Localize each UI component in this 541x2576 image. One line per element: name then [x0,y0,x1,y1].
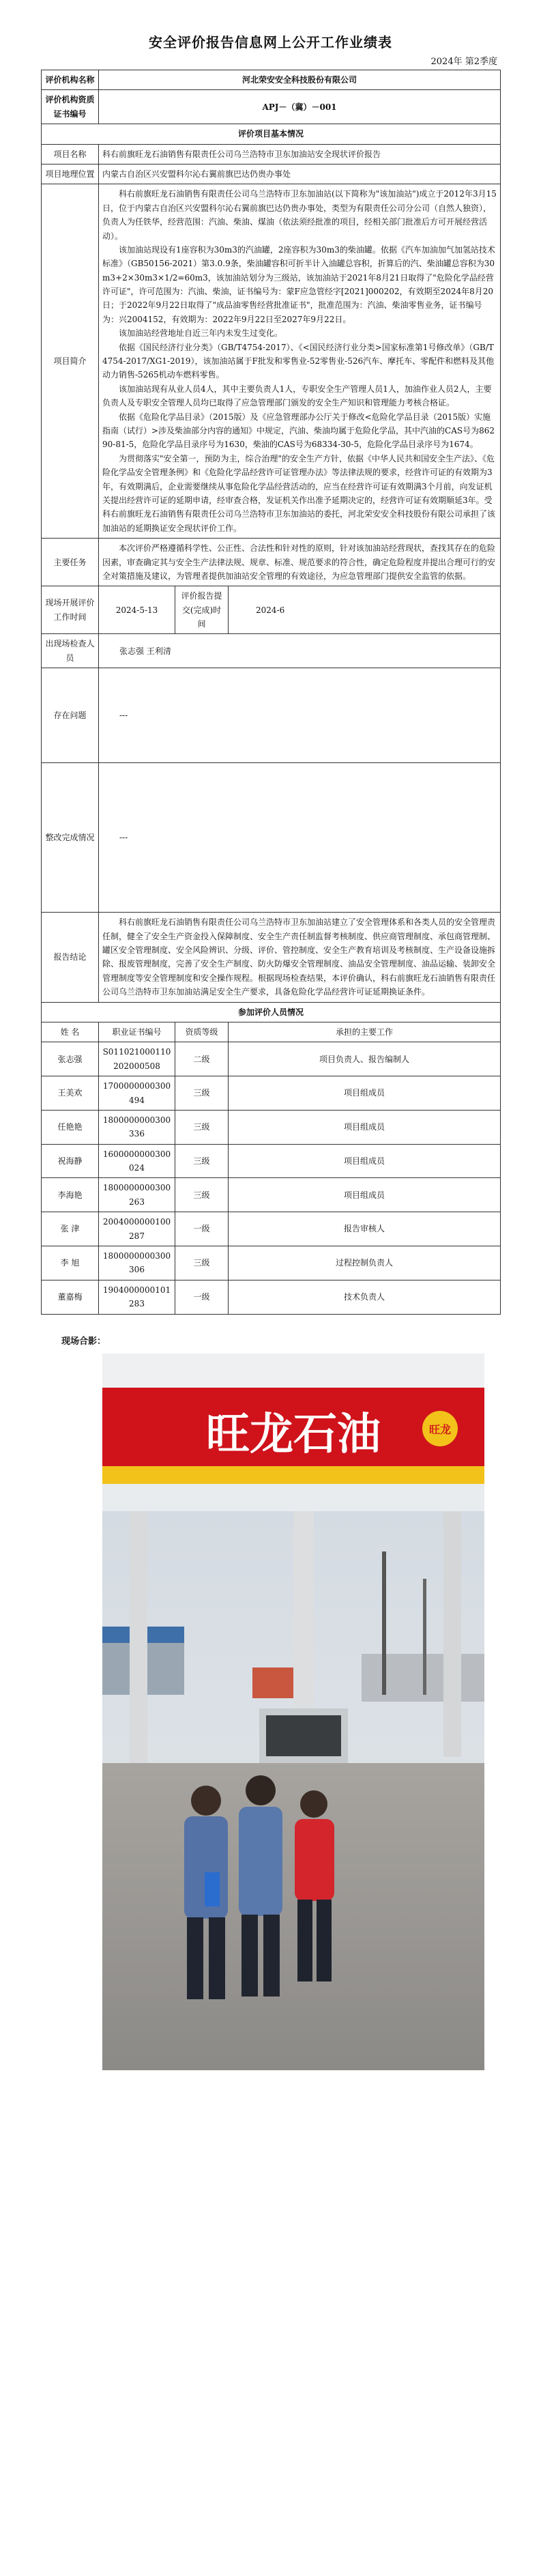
site-photo-illustration [102,1354,484,2070]
participant-level: 二级 [175,1042,229,1076]
participant-level: 一级 [175,1280,229,1314]
participant-name: 祝海静 [42,1144,99,1178]
intro-paragraph: 该加油站经营地址自近三年内未发生过变化。 [119,328,283,339]
canopy-sign-text: 旺龙石油 [206,1409,381,1460]
project-name-row [42,144,501,164]
project-name-label: 项目名称 [42,144,99,164]
intro-paragraph: 该加油站现有从业人员4人，其中主要负责人1人，专职安全生产管理人员1人，加油作业人员2人，主要负责人及专职安全管理人员均已取得了应急管理部门颁发的安全生产知识和管理能力考核合格证。 [102,384,492,408]
participant-level: 三级 [175,1110,229,1144]
canopy-logo-text: 旺龙 [428,1422,452,1436]
page-title: 安全评价报告信息网上公开工作业绩表 [149,34,392,51]
participant-name: 李 旭 [42,1246,99,1280]
site-photo-title: 现场合影： [61,1336,106,1347]
participant-work: 项目组成员 [229,1076,501,1111]
agency-cert-value: APJ－（冀）－001 [99,90,501,124]
intro-paragraph: 科右前旗旺龙石油销售有限责任公司乌兰浩特市卫东加油站(以下简称为"该加油站")成立于2012年3月15日，位于内蒙古自治区兴安盟科尔沁右翼前旗巴达仍贵办事处，类型为有限责任公司分公司（自然人独资），负责人为任铁华，经营范围：汽油、柴油、煤油（依法须经批准的项目，经相关部门批准后方可开展经营活动）。 [102,189,497,241]
intro-paragraph: 为贯彻落实"安全第一，预防为主，综合治理"的安全生产方针，依据《中华人民共和国安全生产法》、《危险化学品安全管理条例》和《危险化学品经营许可证管理办法》等法律法规的要求，经营许可证的有效期为3年，有效期满后，企业需要继续从事危险化学品经营活动的，应当在经营许可证有效期满3个月前，向发证机关提出经营许可证的延期申请，经审查合格，发证机关作出准予延期决定的，经营许可证有效期顺延3年。受科右前旗旺龙石油销售有限责任公司乌兰浩特市卫东加油站的委托，河北荣安安全科技股份有限公司承担了该加油站的延期换证安全现状评价工作。 [102,453,496,533]
participant-cert: 1700000000300494 [99,1076,175,1111]
participant-cert: 1800000000300336 [99,1110,175,1144]
participant-name: 张志强 [42,1042,99,1076]
project-section-row [42,124,501,144]
field-time-value: 2024-5-13 [99,586,175,634]
participant-work: 项目组成员 [229,1110,501,1144]
project-intro-label: 项目简介 [42,184,99,539]
participant-name: 董嘉梅 [42,1280,99,1314]
project-location-value: 内蒙古自治区兴安盟科尔沁右翼前旗巴达仍贵办事处 [99,164,501,184]
participant-name: 任艳艳 [42,1110,99,1144]
intro-paragraph: 该加油站现设有1座容积为30m3的汽油罐，2座容积为30m3的柴油罐。依据《汽车加油加气加氢站技术标准》（GB50156-2021）第3.0.9条，柴油罐容积可折半计入油罐总容积，折算后的汽、柴油罐总容积为30m3+2×30m3×1/2=60m3，该加油站划分为三级站，该加油站于2021年8月21日取得了"危险化学品经营许可证"，许可范围为：汽油、柴油，证书编号为：蒙F应急管经字[2021]000202，有效期至2024年8月20日；于2022年9月22日取得了"成品油零售经营批准证书"，批准范围为：汽油、柴油零售业务，证书编号为：兴2004152，有效期为：2022年9月22日至2027年9月22日。 [102,244,495,324]
participant-row [42,1076,501,1111]
participant-row [42,1042,501,1076]
project-location-row [42,164,501,184]
participant-cert: 1800000000300306 [99,1246,175,1280]
participant-row [42,1110,501,1144]
participant-row [42,1144,501,1178]
main-task-label: 主要任务 [42,539,99,586]
header-cert: 职业证书编号 [99,1022,175,1042]
participant-work: 项目负责人、报告编制人 [229,1042,501,1076]
project-name-value: 科右前旗旺龙石油销售有限责任公司乌兰浩特市卫东加油站安全现状评价报告 [99,144,501,164]
participant-name: 王美欢 [42,1076,99,1111]
header-work: 承担的主要工作 [229,1022,501,1042]
participant-row [42,1246,501,1280]
participant-name: 张 津 [42,1212,99,1246]
conclusion-text: 科右前旗旺龙石油销售有限责任公司乌兰浩特市卫东加油站建立了安全管理体系和各类人员的安全管理责任制，健全了安全生产资金投入保障制度、安全生产责任制监督考核制度、供应商管理制度、承包商管理制、罐区安全管理制度、安全风险辨识、分级、评价、管控制度、安全生产教育培训及考核制度、生产设备设施拆除、报废管理制度，完善了安全生产制度、防火防爆安全管理制度、油品安全管理制度、油品运输、装卸安全管理制度等安全管理制度和安全操作规程。根据现场检查结果，本评价确认，科右前旗旺龙石油销售有限责任公司乌兰浩特市卫东加油站满足安全生产要求，具备危险化学品经营许可证延期换证条件。 [102,917,496,997]
field-staff-label: 出现场检查人员 [42,634,99,668]
issues-row [42,668,501,763]
project-location-label: 项目地理位置 [42,164,99,184]
report-period: 2024年 第2季度 [430,57,497,67]
participant-level: 三级 [175,1246,229,1280]
participant-level: 三级 [175,1178,229,1212]
participant-level: 三级 [175,1076,229,1111]
participant-cert: 1800000000300263 [99,1178,175,1212]
participants-section-title: 参加评价人员情况 [42,1002,501,1022]
rectify-label: 整改完成情况 [42,763,99,913]
agency-cert-row [42,90,501,124]
main-task-value [99,539,501,586]
participant-level: 一级 [175,1212,229,1246]
participant-work: 项目组成员 [229,1144,501,1178]
participant-cert: 1904000000101283 [99,1280,175,1314]
header-name: 姓 名 [42,1022,99,1042]
participants-header-row [42,1022,501,1042]
project-section-title: 评价项目基本情况 [42,124,501,144]
participant-level: 三级 [175,1144,229,1178]
intro-paragraph: 依据《危险化学品目录》（2015版）及《应急管理部办公厅关于修改<危险化学品目录（2015版）实施指南（试行）>涉及柴油部分内容的通知》中规定，汽油、柴油均属于危险化学品，其中汽油的CAS号为86290-81-5，危险化学品目录序号为1630，柴油的CAS号为68334-30-5，危险化学品目录序号为1674。 [102,412,495,450]
time-row [42,586,501,634]
field-time-label: 现场开展评价工作时间 [42,586,99,634]
site-group-photo [102,1354,484,2070]
participant-row [42,1212,501,1246]
issues-value: --- [99,668,501,763]
conclusion-label: 报告结论 [42,913,99,1002]
intro-paragraph: 依据《国民经济行业分类》（GB/T4754-2017）、《<国民经济行业分类>国家标准第1号修改单》（GB/T4754-2017/XG1-2019），该加油站属于F批发和零售业-52零售业-526汽车、摩托车、零配件和燃料及其他动力销售-5265机动车燃料零售。 [102,342,495,380]
participant-work: 过程控制负责人 [229,1246,501,1280]
field-staff-value: 张志强 王利清 [99,634,501,668]
main-task-row [42,539,501,586]
participant-work: 项目组成员 [229,1178,501,1212]
report-time-label: 评价报告提交(完成)时间 [175,586,229,634]
participant-row [42,1178,501,1212]
agency-name-value: 河北荣安安全科技股份有限公司 [99,70,501,90]
participant-cert: 1600000000300024 [99,1144,175,1178]
participant-cert: 2004000000100287 [99,1212,175,1246]
project-intro-value [99,184,501,539]
main-task-text: 本次评价严格遵循科学性、公正性、合法性和针对性的原则，针对该加油站经营现状，查找其存在的危险因素，审查确定其与安全生产法律法规、规章、标准、规范要求的符合性，确定危险程度并提出合理可行的安全对策措施及建议，为管理者提供加油站安全管理的有效途径，为应急管理部门提供安全监管的依据。 [102,543,496,581]
participant-work: 报告审核人 [229,1212,501,1246]
participant-cert: S011021000110202000508 [99,1042,175,1076]
rectify-row [42,763,501,913]
performance-table [41,70,501,1315]
participant-row [42,1280,501,1314]
field-staff-row [42,634,501,668]
agency-name-label: 评价机构名称 [42,70,99,90]
participant-work: 技术负责人 [229,1280,501,1314]
report-time-value: 2024-6 [229,586,501,634]
conclusion-row [42,913,501,1002]
agency-cert-label: 评价机构资质证书编号 [42,90,99,124]
project-intro-row [42,184,501,539]
participants-section-row [42,1002,501,1022]
participant-name: 李海艳 [42,1178,99,1212]
rectify-value: --- [99,763,501,913]
issues-label: 存在问题 [42,668,99,763]
agency-name-row [42,70,501,90]
header-level: 资质等级 [175,1022,229,1042]
conclusion-value [99,913,501,1002]
